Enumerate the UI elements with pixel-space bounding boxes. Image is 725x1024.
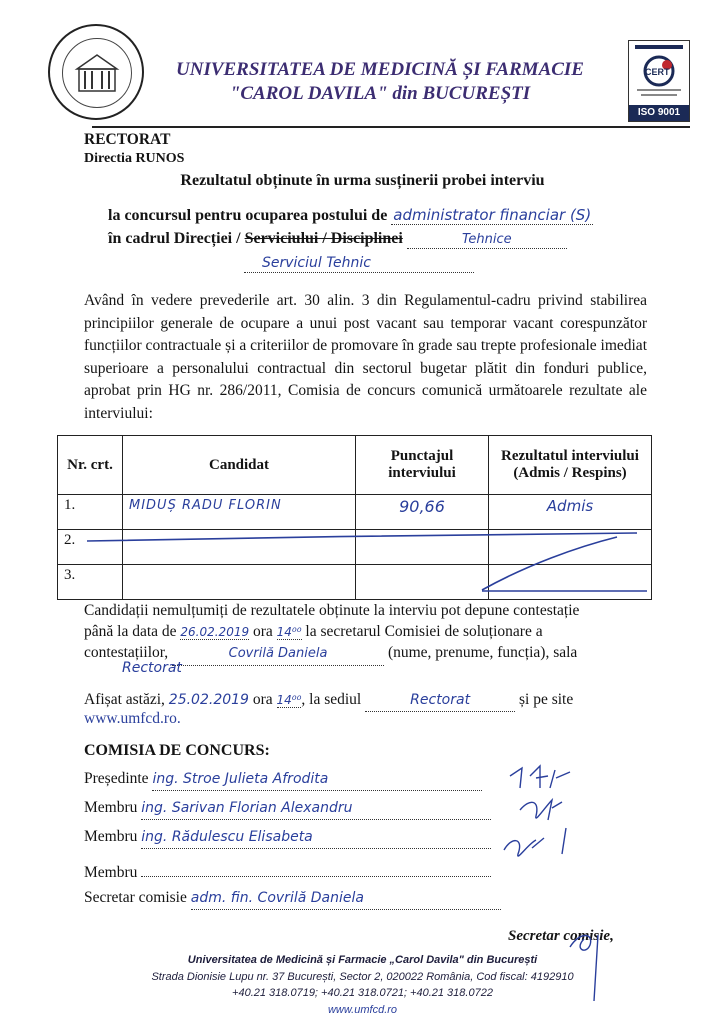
cert-logo-icon [629,41,689,103]
header-score-line2: interviului [388,465,456,481]
posted-hour-label: ora [252,691,273,708]
candidate-result: Admis [546,497,594,515]
footer-address: Strada Dionisie Lupu nr. 37 București, Sector 2, 020022 România, Cod fiscal: 4192910 [151,970,574,983]
footer-university: Universitatea de Medicină și Farmacie „Carol Davila" din București [187,954,538,966]
member-name-field [141,860,491,877]
direction-prefix: în cadrul Direcției / [108,230,241,247]
header-result [489,436,652,495]
service-handwritten: Serviciul Tehnic [262,255,371,271]
member-role: Membru [84,828,138,845]
document-title: Rezultatul obținute în urma susținerii probei interviu [180,172,545,189]
footer-phones: +40.21 318.0719; +40.21 318.0721; +40.21 318.0722 [232,987,493,999]
position-prefix: la concursul pentru ocuparea postului de [108,207,388,224]
title-position-line [108,206,593,225]
contest-room-handwritten: Rectorat [122,660,182,676]
empty-rows-strike-lines [57,525,657,600]
secretary-name-field [191,887,501,910]
candidate-name: MIDUȘ RADU FLORIN [129,498,282,513]
posted-prefix: Afișat astăzi, [84,691,165,708]
commission-secretary-row [84,887,524,910]
header-nr: Nr. crt. [58,436,123,495]
university-name [150,58,610,106]
member-name-handwritten: ing. Stroe Julieta Afrodita [152,771,329,787]
member-name-field [152,768,482,791]
contest-secretary-handwritten: Covrilă Daniela [228,646,328,661]
iso-certification-badge [628,40,690,122]
header-result-line1: Rezultatul interviului [501,448,639,464]
contest-line1: Candidații nemulțumiți de rezultatele obținute la interviu pot depune contestație [84,602,580,619]
contest-secretary-field [172,642,384,666]
contest-hour-handwritten: 14⁰⁰ [276,625,302,639]
svg-text:CERT: CERT [645,67,670,77]
member-name-handwritten: ing. Rădulescu Elisabeta [141,829,313,845]
secretary-name-handwritten: adm. fin. Covrilă Daniela [190,890,364,906]
row-nr: 2. [58,530,123,565]
candidate-score: 90,66 [399,497,445,516]
commission-member-row [84,768,524,791]
header-score [356,436,489,495]
posted-seat-label: , la sediul [301,691,362,708]
header-divider [92,126,690,128]
direction-label: Directia RUNOS [84,151,185,166]
commission-heading: COMISIA DE CONCURS: [84,742,270,759]
posted-hour-handwritten: 14⁰⁰ [276,693,302,707]
contest-line2 [84,621,543,643]
header-result-line2: (Admis / Respins) [513,465,627,481]
contest-room-label: (nume, prenume, funcția), sala [387,644,578,661]
direction-handwritten: Tehnice [462,232,512,247]
commission-member-row [84,860,524,884]
service-field [244,254,474,273]
contest-until-label: până la data de [84,623,177,640]
rectorat-label: RECTORAT [84,131,171,148]
secretary-role: Secretar comisie [84,889,187,906]
table-header-row [58,436,652,495]
footer [100,952,625,1018]
footer-website-link[interactable]: www.umfcd.ro [327,1003,398,1016]
seal-building-icon [62,38,132,108]
legal-paragraph: Având în vedere prevederile art. 30 alin. 3 din Regulamentul-cadru privind stabilirea principiilor generale de ocupare a unui post vacant sau temporar vacant corespunzător funcțiilor contractuale și a criteriilor de promovare în grade sau trepte profesionale imediat superioare a personalului contractual din sectorul bugetar plătit din fonduri publice, aprobat prin HG nr. 286/2011, Comisia de concurs comunică următoarele rezultate ale interviului: [84,292,647,422]
secretary-signature-label: Secretar comisie, [508,928,614,944]
member2-signature [504,828,566,856]
iso-label: ISO 9001 [629,105,689,121]
title-direction-line [108,230,567,249]
contest-secretary-label: la secretarul Comisiei de soluționare a [305,623,543,640]
contest-committee-label: contestațiilor, [84,644,169,661]
posted-place-field [365,689,515,712]
member-role: Președinte [84,770,149,787]
university-name-line1: UNIVERSITATEA DE MEDICINĂ ȘI FARMACIE [176,59,584,80]
contest-hour-label: ora [252,623,273,640]
commission-member-row [84,826,524,849]
university-seal-logo [48,24,144,120]
row-nr: 3. [58,565,123,600]
commission-member-row [84,797,524,820]
posted-date-handwritten: 25.02.2019 [168,692,249,708]
posted-place-handwritten: Rectorat [410,692,471,708]
contest-date-handwritten: 26.02.2019 [180,625,250,639]
struck-text: Serviciului / Disciplinei [244,230,403,247]
site-link[interactable]: www.umfcd.ro. [84,710,181,727]
header-score-line1: Punctajul [390,448,454,464]
member-role: Membru [84,864,138,881]
member-role: Membru [84,799,138,816]
posted-site-label: și pe site [519,691,574,708]
member-name-field [141,797,491,820]
direction-field [407,230,567,249]
member-name-field [141,826,491,849]
president-signature [510,766,570,788]
row-nr: 1. [58,495,123,530]
member-signatures [500,758,650,868]
position-handwritten: administrator financiar (S) [393,206,592,224]
header-candidate: Candidat [123,436,356,495]
member1-signature [520,800,562,820]
university-name-line2: "CAROL DAVILA" din BUCUREȘTI [229,83,531,104]
member-name-handwritten: ing. Sarivan Florian Alexandru [141,800,353,816]
